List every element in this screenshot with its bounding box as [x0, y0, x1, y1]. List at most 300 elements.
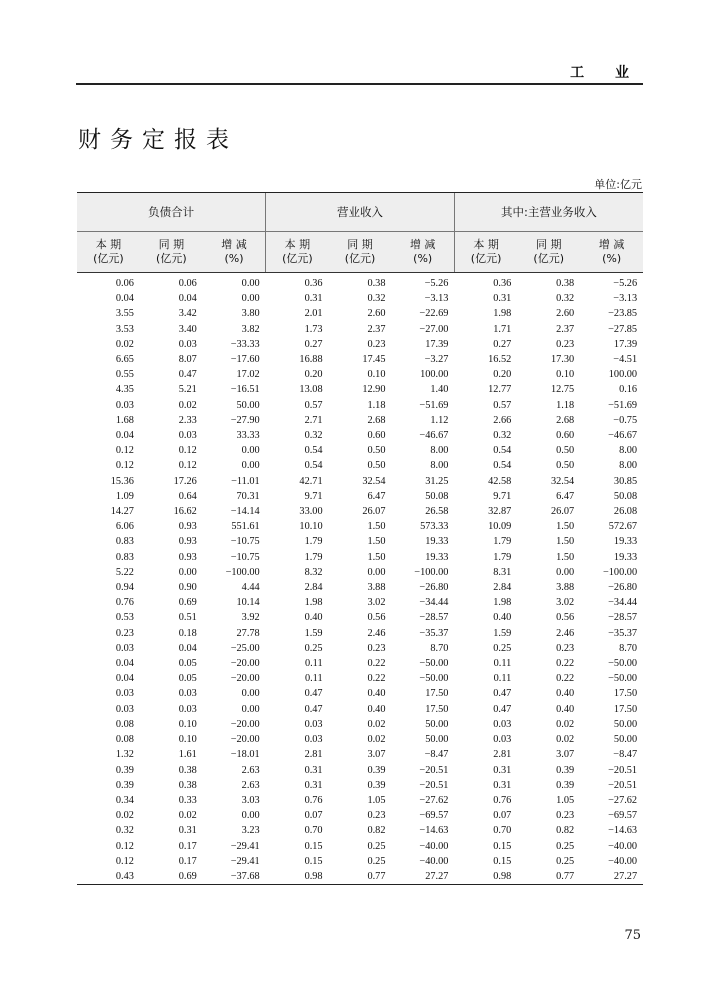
table-cell: 16.52 [488, 354, 512, 366]
table-cell: 0.00 [367, 566, 386, 578]
table-cell: −20.00 [230, 718, 260, 730]
table-cell: 0.02 [178, 810, 197, 822]
table-cell: 0.57 [493, 399, 512, 411]
table-cell: 0.34 [115, 794, 134, 806]
table-cell: 2.60 [556, 308, 575, 320]
table-cell: 17.50 [613, 688, 638, 700]
table-row [77, 641, 643, 656]
table-cell: 0.20 [304, 369, 323, 381]
table-cell: 0.50 [556, 445, 575, 457]
table-cell: 0.39 [115, 779, 134, 791]
table-cell: 0.12 [115, 445, 134, 457]
table-cell: 2.60 [367, 308, 386, 320]
column-header [266, 232, 329, 273]
table-cell: −18.01 [230, 749, 260, 761]
table-cell: −28.57 [608, 612, 638, 624]
table-cell: 3.53 [115, 323, 134, 335]
table-cell: −29.41 [230, 840, 260, 852]
table-cell: −51.69 [608, 399, 638, 411]
table-cell: 0.47 [178, 369, 197, 381]
table-cell: 50.00 [613, 718, 638, 730]
table-cell: 0.23 [367, 810, 386, 822]
table-row [77, 458, 643, 473]
table-cell: 0.10 [178, 734, 197, 746]
table-cell: −35.37 [419, 627, 449, 639]
table-cell: 16.62 [173, 506, 197, 518]
table-cell: −0.75 [613, 414, 638, 426]
table-cell: 1.18 [556, 399, 575, 411]
table-cell: 0.17 [178, 840, 197, 852]
table-cell: −50.00 [608, 658, 638, 670]
table-cell: 27.78 [236, 627, 260, 639]
column-header-unit: (%) [224, 252, 244, 265]
table-cell: 0.03 [115, 399, 134, 411]
table-cell: 10.10 [299, 521, 323, 533]
table-cell: −26.80 [608, 582, 638, 594]
table-cell: −5.26 [613, 278, 638, 289]
column-header [77, 232, 140, 273]
table-cell: 0.25 [304, 642, 323, 654]
table-cell: 0.03 [178, 338, 197, 350]
table-cell: 0.77 [517, 869, 580, 885]
table-cell: 3.88 [367, 582, 386, 594]
table-cell: 0.23 [556, 810, 575, 822]
table-cell: 0.36 [304, 278, 323, 289]
table-cell: −3.27 [424, 354, 449, 366]
column-header-label: 本 期 [473, 238, 499, 251]
table-cell: 0.03 [115, 688, 134, 700]
table-cell: 8.70 [430, 642, 449, 654]
column-header-unit: (%) [602, 252, 622, 265]
table-cell: 0.76 [115, 597, 134, 609]
table-cell: 6.65 [115, 354, 134, 366]
table-cell: 0.40 [367, 703, 386, 715]
table-cell: 0.98 [266, 869, 329, 885]
table-row [77, 398, 643, 413]
table-cell: −50.00 [419, 658, 449, 670]
table-row [77, 534, 643, 549]
table-cell: 4.35 [115, 384, 134, 396]
table-cell: 3.23 [241, 825, 260, 837]
table-cell: 2.84 [493, 582, 512, 594]
page-number: 75 [624, 928, 641, 943]
table-cell: −22.69 [419, 308, 449, 320]
page-title: 财务定报表 [78, 127, 238, 153]
table-cell: 1.50 [367, 521, 386, 533]
table-cell: 0.23 [556, 338, 575, 350]
table-cell: 0.11 [493, 658, 512, 670]
table-row [77, 291, 643, 306]
table-cell: 3.40 [178, 323, 197, 335]
table-cell: 0.15 [304, 840, 323, 852]
table-cell: 0.02 [556, 734, 575, 746]
table-cell: 0.54 [493, 445, 512, 457]
table-cell: 6.47 [367, 490, 386, 502]
table-cell: 17.30 [551, 354, 575, 366]
table-cell: 0.22 [367, 673, 386, 685]
table-cell: −4.51 [613, 354, 638, 366]
table-cell: 0.07 [493, 810, 512, 822]
table-cell: 0.38 [556, 278, 575, 289]
table-cell: 8.31 [493, 566, 512, 578]
table-cell: 551.61 [231, 521, 260, 533]
table-cell: 1.98 [493, 308, 512, 320]
table-cell: 3.82 [241, 323, 260, 335]
table-cell: −27.62 [419, 794, 449, 806]
table-cell: 1.98 [304, 597, 323, 609]
table-row [77, 519, 643, 534]
table-cell: 0.23 [367, 642, 386, 654]
table-cell: 0.03 [115, 703, 134, 715]
table-cell: 0.07 [304, 810, 323, 822]
table-row [77, 610, 643, 625]
table-cell: 9.71 [304, 490, 323, 502]
table-cell: 0.20 [493, 369, 512, 381]
table-cell: 3.42 [178, 308, 197, 320]
table-cell: 8.00 [430, 445, 449, 457]
table-cell: 8.00 [619, 445, 638, 457]
table-cell: 2.81 [493, 749, 512, 761]
table-cell: −14.63 [419, 825, 449, 837]
column-header-unit: (%) [413, 252, 433, 265]
table-row [77, 656, 643, 671]
table-cell: 572.67 [608, 521, 638, 533]
table-cell: −100.00 [225, 566, 260, 578]
table-cell: −20.51 [419, 779, 449, 791]
table-cell: −20.51 [608, 764, 638, 776]
table-cell: 0.38 [367, 278, 386, 289]
table-cell: −20.51 [419, 764, 449, 776]
table-cell: 0.50 [367, 445, 386, 457]
table-cell: 1.61 [178, 749, 197, 761]
table-row [77, 869, 643, 885]
table-cell: −20.00 [230, 734, 260, 746]
table-cell: 1.12 [430, 414, 449, 426]
table-cell: 8.07 [178, 354, 197, 366]
table-cell: 3.03 [241, 794, 260, 806]
table-cell: 32.54 [551, 475, 575, 487]
column-header-unit: (亿元) [156, 252, 187, 265]
table-cell: 0.94 [115, 582, 134, 594]
table-cell: 0.15 [304, 855, 323, 867]
table-cell: 0.03 [493, 718, 512, 730]
table-cell: 0.43 [77, 869, 140, 885]
table-cell: 0.25 [556, 855, 575, 867]
table-cell: 0.70 [304, 825, 323, 837]
table-cell: 0.03 [493, 734, 512, 746]
table-cell: 50.00 [236, 399, 260, 411]
table-cell: 33.33 [236, 430, 260, 442]
table-cell: 2.66 [493, 414, 512, 426]
column-header [517, 232, 580, 273]
table-cell: −14.63 [608, 825, 638, 837]
table-cell: 8.00 [430, 460, 449, 472]
table-cell: 0.17 [178, 855, 197, 867]
table-cell: −34.44 [608, 597, 638, 609]
table-cell: 14.27 [110, 506, 134, 518]
table-cell: 0.05 [178, 658, 197, 670]
table-cell: −35.37 [608, 627, 638, 639]
table-cell: 27.27 [580, 869, 643, 885]
table-cell: 70.31 [236, 490, 260, 502]
table-cell: 0.38 [178, 779, 197, 791]
table-row [77, 747, 643, 762]
table-cell: 0.06 [115, 278, 134, 289]
table-cell: 1.79 [304, 551, 323, 563]
table-cell: 19.33 [613, 536, 638, 548]
table-cell: 0.15 [493, 840, 512, 852]
unit-label: 单位:亿元 [594, 178, 642, 191]
table-cell: 1.50 [556, 536, 575, 548]
table-cell: 0.31 [493, 779, 512, 791]
table-cell: −33.33 [230, 338, 260, 350]
table-row [77, 306, 643, 321]
table-cell: 0.27 [304, 338, 323, 350]
table-cell: 15.36 [110, 475, 134, 487]
table-cell: −16.51 [230, 384, 260, 396]
table-cell: 0.98 [454, 869, 517, 885]
table-cell: 0.08 [115, 734, 134, 746]
table-cell: 6.06 [115, 521, 134, 533]
table-row [77, 793, 643, 808]
table-cell: −37.68 [203, 869, 266, 885]
table-row [77, 823, 643, 838]
table-cell: 1.50 [556, 521, 575, 533]
table-cell: 0.00 [241, 810, 260, 822]
table-row [77, 808, 643, 823]
table-cell: −100.00 [414, 566, 449, 578]
table-cell: 1.05 [367, 794, 386, 806]
table-cell: 0.11 [304, 658, 323, 670]
table-cell: 2.68 [367, 414, 386, 426]
table-cell: 0.32 [556, 293, 575, 305]
column-header-label: 增 减 [598, 238, 625, 251]
table-cell: 8.00 [619, 460, 638, 472]
table-cell: 1.05 [556, 794, 575, 806]
table-cell: 0.50 [367, 460, 386, 472]
table-cell: 0.70 [493, 825, 512, 837]
table-cell: 3.07 [367, 749, 386, 761]
table-cell: 32.54 [362, 475, 386, 487]
table-cell: 0.31 [304, 764, 323, 776]
table-cell: 50.00 [613, 734, 638, 746]
table-cell: 0.40 [493, 612, 512, 624]
table-cell: 0.31 [178, 825, 197, 837]
table-cell: −50.00 [608, 673, 638, 685]
table-cell: −27.90 [230, 414, 260, 426]
table-cell: 50.00 [425, 718, 449, 730]
column-header [140, 232, 203, 273]
table-cell: 0.54 [304, 460, 323, 472]
table-cell: 0.39 [556, 764, 575, 776]
table-cell: 0.02 [115, 810, 134, 822]
column-header-unit: (亿元) [93, 252, 124, 265]
table-cell: 5.21 [178, 384, 197, 396]
table-row [77, 717, 643, 732]
table-cell: 0.40 [367, 688, 386, 700]
table-cell: 100.00 [608, 369, 638, 381]
table-cell: 42.58 [488, 475, 512, 487]
table-row [77, 550, 643, 565]
table-cell: 1.18 [367, 399, 386, 411]
table-cell: 2.46 [556, 627, 575, 639]
table-cell: 0.56 [367, 612, 386, 624]
table-cell: 0.40 [304, 612, 323, 624]
table-cell: −40.00 [419, 840, 449, 852]
table-cell: 17.26 [173, 475, 197, 487]
table-row [77, 352, 643, 367]
table-cell: 0.69 [140, 869, 203, 885]
table-cell: 0.51 [178, 612, 197, 624]
table-cell: 0.02 [178, 399, 197, 411]
table-cell: −100.00 [602, 566, 638, 578]
table-cell: 0.82 [367, 825, 386, 837]
column-header-label: 增 减 [221, 238, 247, 251]
table-cell: 0.54 [493, 460, 512, 472]
table-cell: −27.85 [608, 323, 638, 335]
table-row [77, 474, 643, 489]
table-cell: −3.13 [613, 293, 638, 305]
group-header-liabilities: 负债合计 [77, 193, 266, 232]
table-row [77, 839, 643, 854]
table-cell: 0.55 [115, 369, 134, 381]
table-cell: 26.58 [425, 506, 449, 518]
header-rule [76, 83, 643, 85]
table-cell: 1.50 [556, 551, 575, 563]
table-cell: 0.50 [556, 460, 575, 472]
table-cell: −40.00 [608, 855, 638, 867]
table-cell: −10.75 [230, 551, 260, 563]
table-cell: 0.39 [115, 764, 134, 776]
table-cell: −20.00 [230, 673, 260, 685]
table-cell: 0.00 [241, 703, 260, 715]
table-cell: 2.68 [556, 414, 575, 426]
table-cell: 31.25 [425, 475, 449, 487]
table-cell: 0.23 [556, 642, 575, 654]
table-cell: 0.10 [367, 369, 386, 381]
table-row [77, 702, 643, 717]
table-cell: 0.00 [241, 293, 260, 305]
table-cell: 100.00 [420, 369, 449, 381]
table-cell: 0.12 [178, 460, 197, 472]
table-row [77, 337, 643, 352]
table-cell: 26.07 [362, 506, 386, 518]
column-header [391, 232, 454, 273]
table-cell: 0.12 [115, 855, 134, 867]
table-cell: 42.71 [299, 475, 323, 487]
table-cell: 0.10 [178, 718, 197, 730]
table-cell: 1.79 [304, 536, 323, 548]
table-cell: 3.55 [115, 308, 134, 320]
table-cell: 17.39 [425, 338, 449, 350]
table-row [77, 686, 643, 701]
table-cell: 0.22 [556, 673, 575, 685]
table-cell: 0.32 [304, 430, 323, 442]
table-cell: 12.75 [551, 384, 575, 396]
table-cell: 0.32 [115, 825, 134, 837]
table-cell: 3.88 [556, 582, 575, 594]
table-cell: 0.83 [115, 536, 134, 548]
table-cell: −40.00 [608, 840, 638, 852]
table-row [77, 565, 643, 580]
table-cell: 19.33 [613, 551, 638, 563]
column-header-unit: (亿元) [282, 252, 313, 265]
table-cell: 0.60 [556, 430, 575, 442]
table-cell: −23.85 [608, 308, 638, 320]
table-cell: 0.02 [556, 718, 575, 730]
table-cell: 1.59 [304, 627, 323, 639]
table-cell: 0.10 [556, 369, 575, 381]
table-cell: 3.02 [367, 597, 386, 609]
table-row [77, 322, 643, 337]
table-cell: 0.53 [115, 612, 134, 624]
table-cell: −8.47 [613, 749, 638, 761]
table-cell: −50.00 [419, 673, 449, 685]
table-cell: 0.64 [178, 490, 197, 502]
table-cell: 2.71 [304, 414, 323, 426]
table-cell: 1.40 [430, 384, 449, 396]
table-cell: −29.41 [230, 855, 260, 867]
table-cell: 17.50 [613, 703, 638, 715]
table-cell: 5.22 [115, 566, 134, 578]
table-cell: 0.93 [178, 551, 197, 563]
table-cell: 0.69 [178, 597, 197, 609]
table-cell: 0.06 [178, 278, 197, 289]
table-row [77, 595, 643, 610]
table-cell: −40.00 [419, 855, 449, 867]
table-cell: 0.03 [304, 734, 323, 746]
table-cell: 0.03 [178, 703, 197, 715]
table-cell: 2.63 [241, 764, 260, 776]
table-cell: 50.08 [425, 490, 449, 502]
column-header-unit: (亿元) [344, 252, 376, 265]
table-cell: 0.32 [367, 293, 386, 305]
table-cell: 0.22 [556, 658, 575, 670]
table-cell: 1.09 [115, 490, 134, 502]
table-cell: 0.47 [493, 688, 512, 700]
table-cell: 0.39 [556, 779, 575, 791]
table-cell: 19.33 [425, 551, 449, 563]
table-cell: 0.00 [241, 278, 260, 289]
table-cell: 0.03 [178, 430, 197, 442]
table-row [77, 504, 643, 519]
table-cell: 0.03 [304, 718, 323, 730]
table-row [77, 854, 643, 869]
table-cell: −20.51 [608, 779, 638, 791]
table-row [77, 778, 643, 793]
table-row [77, 671, 643, 686]
table-cell: 0.12 [115, 460, 134, 472]
table-cell: 1.59 [493, 627, 512, 639]
table-cell: 1.50 [367, 536, 386, 548]
table-cell: −14.14 [230, 506, 260, 518]
table-cell: 2.46 [367, 627, 386, 639]
table-row [77, 763, 643, 778]
table-cell: 17.02 [236, 369, 260, 381]
table-cell: −69.57 [419, 810, 449, 822]
column-header [329, 232, 392, 273]
column-header [580, 232, 643, 273]
table-row [77, 273, 643, 292]
column-header-label: 增 减 [409, 238, 436, 251]
table-cell: 2.84 [304, 582, 323, 594]
table-cell: 3.07 [556, 749, 575, 761]
table-cell: 0.82 [556, 825, 575, 837]
table-cell: 0.38 [178, 764, 197, 776]
table-cell: 0.04 [115, 430, 134, 442]
table-cell: 0.11 [493, 673, 512, 685]
table-cell: 1.98 [493, 597, 512, 609]
